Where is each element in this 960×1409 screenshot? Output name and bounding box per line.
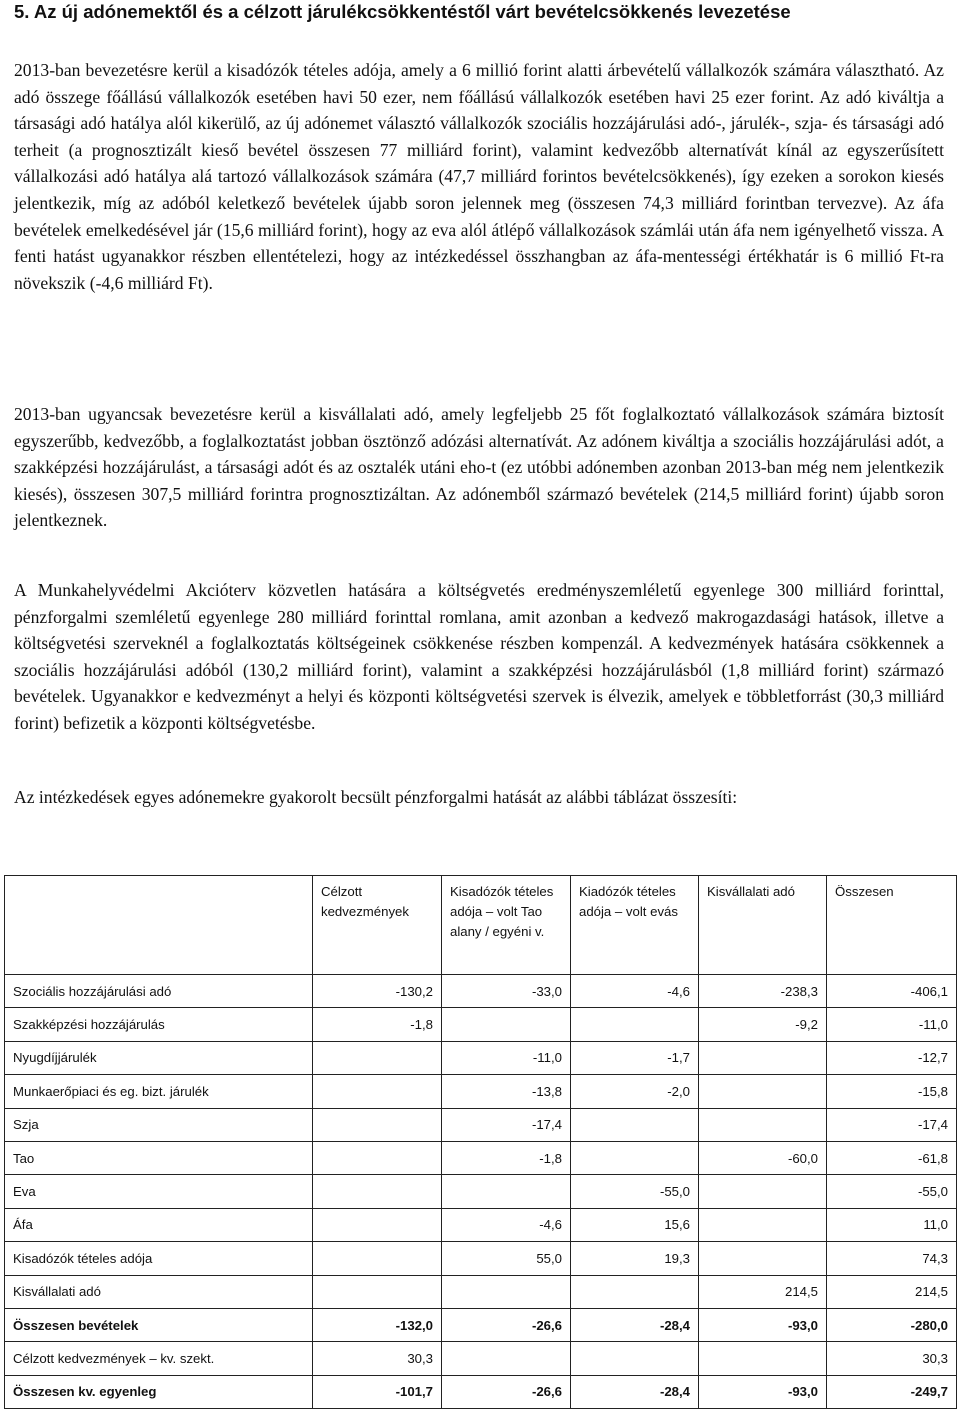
value-cell bbox=[699, 1242, 827, 1275]
value-cell: 55,0 bbox=[442, 1242, 571, 1275]
row-label: Összesen bevételek bbox=[5, 1308, 313, 1341]
row-label: Célzott kedvezmények – kv. szekt. bbox=[5, 1342, 313, 1375]
value-cell bbox=[699, 1175, 827, 1208]
table-header-row bbox=[5, 876, 957, 975]
value-cell bbox=[313, 1208, 442, 1241]
header-osszesen: Összesen bbox=[827, 876, 957, 975]
value-cell: 214,5 bbox=[699, 1275, 827, 1308]
value-cell: -33,0 bbox=[442, 975, 571, 1008]
row-label: Kisadózók tételes adója bbox=[5, 1242, 313, 1275]
value-cell bbox=[699, 1208, 827, 1241]
value-cell bbox=[699, 1342, 827, 1375]
value-cell: 30,3 bbox=[827, 1342, 957, 1375]
value-cell: -93,0 bbox=[699, 1308, 827, 1341]
revenue-impact-table bbox=[4, 875, 957, 1409]
value-cell bbox=[313, 1041, 442, 1074]
value-cell bbox=[699, 1041, 827, 1074]
header-celzott-kedvezmenyek: Célzott kedvezmények bbox=[313, 876, 442, 975]
paragraph-kisvallalati-ado: 2013-ban ugyancsak bevezetésre kerül a kisvállalati adó, amely legfeljebb 25 főt foglalkoztató vállalkozások számára biztosít egyszerűbb, kedvezőbb, a foglalkoztatást jobban ösztönző adózási alternatívát. Az adónem kiváltja a szociális hozzájárulási adót, a szakképzési hozzájárulást, a társasági adót és az osztalék utáni eho-t (ez utóbbi adónemben azonban 2013-ban még nem jelentkezik kiesés), összesen 307,5 milliárd forintra prognosztizáltan. Az adónemből származó bevételek (214,5 milliárd forint) újabb soron jelentkeznek. bbox=[14, 404, 944, 531]
value-cell: 19,3 bbox=[571, 1242, 699, 1275]
value-cell: -4,6 bbox=[442, 1208, 571, 1241]
header-corner-cell bbox=[5, 876, 313, 975]
value-cell: -132,0 bbox=[313, 1308, 442, 1341]
row-label: Szja bbox=[5, 1108, 313, 1141]
value-cell: -17,4 bbox=[442, 1108, 571, 1141]
value-cell: -61,8 bbox=[827, 1141, 957, 1174]
table-row bbox=[5, 1242, 957, 1275]
value-cell bbox=[699, 1108, 827, 1141]
row-label: Áfa bbox=[5, 1208, 313, 1241]
value-cell: -28,4 bbox=[571, 1308, 699, 1341]
value-cell: 30,3 bbox=[313, 1342, 442, 1375]
value-cell bbox=[442, 1008, 571, 1041]
value-cell: -17,4 bbox=[827, 1108, 957, 1141]
value-cell: -11,0 bbox=[827, 1008, 957, 1041]
value-cell bbox=[442, 1175, 571, 1208]
value-cell: -55,0 bbox=[571, 1175, 699, 1208]
table-row bbox=[5, 1075, 957, 1108]
value-cell: -28,4 bbox=[571, 1375, 699, 1408]
row-label: Szociális hozzájárulási adó bbox=[5, 975, 313, 1008]
row-label: Szakképzési hozzájárulás bbox=[5, 1008, 313, 1041]
row-label: Tao bbox=[5, 1141, 313, 1174]
value-cell: -249,7 bbox=[827, 1375, 957, 1408]
table-row bbox=[5, 1008, 957, 1041]
value-cell: -55,0 bbox=[827, 1175, 957, 1208]
value-cell bbox=[571, 1275, 699, 1308]
value-cell bbox=[313, 1075, 442, 1108]
value-cell: -26,6 bbox=[442, 1375, 571, 1408]
row-label: Munkaerőpiaci és eg. bizt. járulék bbox=[5, 1075, 313, 1108]
table-row bbox=[5, 1275, 957, 1308]
value-cell: -12,7 bbox=[827, 1041, 957, 1074]
table-row bbox=[5, 1108, 957, 1141]
value-cell: 11,0 bbox=[827, 1208, 957, 1241]
row-label: Eva bbox=[5, 1175, 313, 1208]
value-cell: -2,0 bbox=[571, 1075, 699, 1108]
value-cell bbox=[571, 1342, 699, 1375]
value-cell: 214,5 bbox=[827, 1275, 957, 1308]
table-row bbox=[5, 1308, 957, 1341]
value-cell: -1,8 bbox=[313, 1008, 442, 1041]
value-cell: -15,8 bbox=[827, 1075, 957, 1108]
table-row bbox=[5, 1375, 957, 1408]
table-row bbox=[5, 1041, 957, 1074]
value-cell: -101,7 bbox=[313, 1375, 442, 1408]
value-cell: -9,2 bbox=[699, 1008, 827, 1041]
header-kisvallalati-ado: Kisvállalati adó bbox=[699, 876, 827, 975]
value-cell: -130,2 bbox=[313, 975, 442, 1008]
paragraph-kisadozok: 2013-ban bevezetésre kerül a kisadózók tételes adója, amely a 6 millió forint alatti árbevételű vállalkozók számára választható. Az adó összege főállású vállalkozók esetében havi 50 ezer, nem főállású vállalkozók esetében havi 25 ezer forint. Az adó kiváltja a társasági adó hatálya alól kikerülő, az új adónemet választó vállalkozók szociális hozzájárulási adó-, járulék-, szja- és társasági adó terheit (a prognosztizált kieső bevétel összesen 77 milliárd forint), valamint kedvezőbb alternatívát kínál az egyszerűsített vállalkozási adó hatálya alá tartozó vállalkozások számára (47,7 milliárd forintos bevételcsökkenés), így ezeken a sorokon kiesés jelentkezik, míg az adóból keletkező bevételek újabb soron jelennek meg (összesen 74,3 milliárd forintban tervezve). Az áfa bevételek emelkedésével jár (15,6 milliárd forint), hogy az eva alól átlépő vállalkozások számlái után áfa nem igényelhető vissza. A fenti hatást ugyanakkor részben ellentételezi, hogy az intézkedéssel összhangban az áfa-mentességi értékhatár is 6 millió Ft-ra növekszik (-4,6 milliárd Ft). bbox=[14, 60, 944, 293]
table-row bbox=[5, 1141, 957, 1174]
value-cell: -406,1 bbox=[827, 975, 957, 1008]
table-row bbox=[5, 1208, 957, 1241]
table-row bbox=[5, 1175, 957, 1208]
value-cell bbox=[571, 1108, 699, 1141]
header-kiadozok-evas: Kiadózók tételes adója – volt evás bbox=[571, 876, 699, 975]
value-cell: 15,6 bbox=[571, 1208, 699, 1241]
paragraph-akcioterv: A Munkahelyvédelmi Akcióterv közvetlen hatására a költségvetés eredményszemléletű egyenlege 300 milliárd forinttal, pénzforgalmi szemléletű egyenlege 280 milliárd forinttal romlana, amit azonban a kedvező makrogazdasági hatások, illetve a költségvetési szerveknél a foglalkoztatás költségeinek csökkenése részben kompenzál. A kedvezmények hatására csökkennek a szociális hozzájárulási adóból (130,2 milliárd forint), valamint a szakképzési hozzájárulásból (1,8 milliárd forint) származó bevételek. Ugyanakkor e kedvezményt a helyi és központi költségvetési szervek is élvezik, amelyek e többletforrást (30,3 milliárd forint) befizetik a központi költségvetésbe. bbox=[14, 580, 944, 733]
value-cell bbox=[442, 1342, 571, 1375]
value-cell bbox=[313, 1108, 442, 1141]
value-cell bbox=[571, 1008, 699, 1041]
row-label: Kisvállalati adó bbox=[5, 1275, 313, 1308]
value-cell bbox=[442, 1275, 571, 1308]
table-row bbox=[5, 1342, 957, 1375]
value-cell: -60,0 bbox=[699, 1141, 827, 1174]
value-cell bbox=[313, 1275, 442, 1308]
row-label: Összesen kv. egyenleg bbox=[5, 1375, 313, 1408]
header-kisadozok-tao: Kisadózók tételes adója – volt Tao alany / egyéni v. bbox=[442, 876, 571, 975]
value-cell bbox=[313, 1175, 442, 1208]
value-cell: 74,3 bbox=[827, 1242, 957, 1275]
value-cell: -93,0 bbox=[699, 1375, 827, 1408]
value-cell: -1,8 bbox=[442, 1141, 571, 1174]
value-cell: -280,0 bbox=[827, 1308, 957, 1341]
value-cell: -1,7 bbox=[571, 1041, 699, 1074]
value-cell bbox=[571, 1141, 699, 1174]
row-label: Nyugdíjjárulék bbox=[5, 1041, 313, 1074]
value-cell: -4,6 bbox=[571, 975, 699, 1008]
value-cell bbox=[313, 1242, 442, 1275]
value-cell bbox=[699, 1075, 827, 1108]
section-heading: 5. Az új adónemektől és a célzott járulékcsökkentéstől várt bevételcsökkenés levezetése bbox=[14, 1, 791, 22]
table-row bbox=[5, 975, 957, 1008]
value-cell: -11,0 bbox=[442, 1041, 571, 1074]
value-cell: -26,6 bbox=[442, 1308, 571, 1341]
value-cell: -13,8 bbox=[442, 1075, 571, 1108]
value-cell bbox=[313, 1141, 442, 1174]
paragraph-table-intro: Az intézkedések egyes adónemekre gyakorolt becsült pénzforgalmi hatását az alábbi táblázat összesíti: bbox=[14, 787, 738, 807]
value-cell: -238,3 bbox=[699, 975, 827, 1008]
table-body bbox=[5, 975, 957, 1409]
